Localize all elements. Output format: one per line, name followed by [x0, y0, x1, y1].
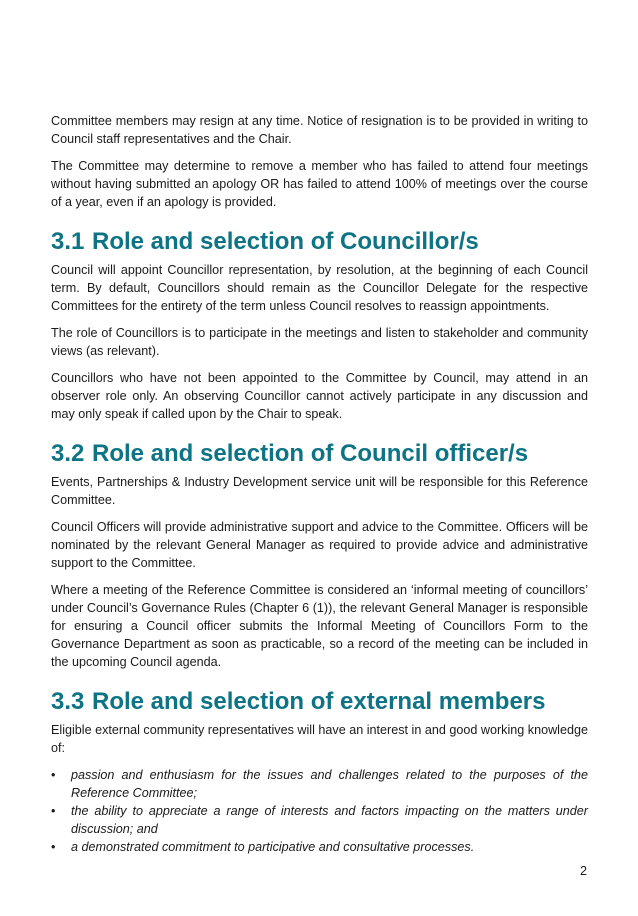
section-3-1-paragraph: The role of Councillors is to participate in the meetings and listen to stakeholder and community views (as relevant).: [51, 326, 588, 358]
list-item: [51, 802, 588, 838]
intro-paragraph-removal: The Committee may determine to remove a member who has failed to attend four meetings without having submitted an apology OR has failed to attend 100% of meetings over the course of a year, even if an apology is provided.: [51, 159, 588, 209]
section-heading-3-3: [51, 687, 588, 717]
external-members-criteria-list: [51, 766, 588, 856]
section-number: 3.2: [51, 440, 85, 467]
bullet-icon: •: [51, 768, 56, 782]
page-number: 2: [580, 864, 588, 878]
list-item-text: a demonstrated commitment to participative and consultative processes.: [71, 840, 475, 854]
section-3-2-paragraph: Council Officers will provide administrative support and advice to the Committee. Officers will be nominated by the relevant General Manager as required to provide advice and administrative support to the Committee.: [51, 520, 588, 570]
section-title: Role and selection of Councillor/s: [92, 228, 479, 255]
section-3-1-paragraph: Council will appoint Councillor representation, by resolution, at the beginning of each Council term. By default, Councillors should remain as the Councillor Delegate for the respective Committees for the entirety of the term unless Council resolves to reassign appointments.: [51, 263, 588, 313]
list-item-text: the ability to appreciate a range of interests and factors impacting on the matters under discussion; and: [71, 804, 588, 836]
section-heading-3-2: [51, 439, 588, 469]
section-3-2-paragraph: Where a meeting of the Reference Committee is considered an ‘informal meeting of councillors’ under Council’s Governance Rules (Chapter 6 (1)), the relevant General Manager is responsible for ensuring a Council officer submits the Informal Meeting of Councillors Form to the Governance Department as soon as practicable, so a record of the meeting can be included in the upcoming Council agenda.: [51, 583, 588, 669]
section-3-1-paragraph: Councillors who have not been appointed to the Committee by Council, may attend in an observer role only. An observing Councillor cannot actively participate in any discussion and may only speak if called upon by the Chair to speak.: [51, 371, 588, 421]
section-title: Role and selection of external members: [92, 688, 546, 715]
section-number: 3.1: [51, 228, 85, 255]
section-heading-3-1: [51, 227, 588, 257]
intro-paragraph-resignation: Committee members may resign at any time. Notice of resignation is to be provided in writing to Council staff representatives and the Chair.: [51, 114, 588, 146]
bullet-icon: •: [51, 804, 56, 818]
section-title: Role and selection of Council officer/s: [92, 440, 529, 467]
list-item-text: passion and enthusiasm for the issues and challenges related to the purposes of the Reference Committee;: [71, 768, 588, 800]
section-3-3-paragraph: Eligible external community representatives will have an interest in and good working knowledge of:: [51, 723, 588, 755]
list-item: [51, 838, 588, 856]
list-item: [51, 766, 588, 802]
section-number: 3.3: [51, 688, 85, 715]
document-page: [51, 0, 588, 916]
bullet-icon: •: [51, 840, 56, 854]
section-3-2-paragraph: Events, Partnerships & Industry Development service unit will be responsible for this Reference Committee.: [51, 475, 588, 507]
